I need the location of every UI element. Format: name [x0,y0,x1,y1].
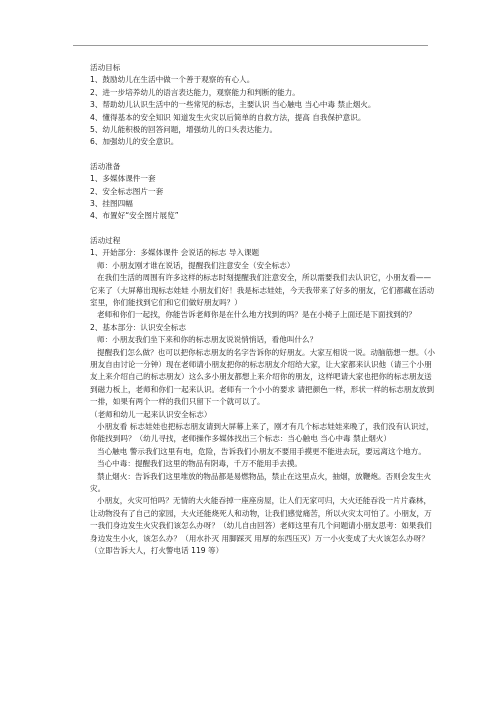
process-paragraph: 在我们生活的周围有许多这样的标志时刻提醒我们注意安全，所以需要我们去认识它，小朋友看——它来了（大屏幕出现标志娃娃 小朋友们好！我是标志娃娃，今天我带来了好多的朋友，它们都藏在活动室里，你们能找到它们和它们做好朋友吗？） [90,273,435,307]
goals-title: 活动目标 [90,63,121,72]
goal-item: 3、帮助幼儿认识生活中的一些常见的标志，主要认识 当心触电 当心中毒 禁止烟火。 [90,100,376,110]
process-paragraph: 师：小朋友我们坐下来和你的标志朋友说说悄悄话，看他叫什么？ [97,335,318,345]
process-paragraph: 师：小朋友刚才谁在说话，提醒我们注意安全（安全标志） [97,260,295,270]
prep-item: 2、安全标志图片一套 [90,186,164,196]
goal-item: 4、懂得基本的安全知识 知道发生火灾以后简单的自救方法，提高 自我保护意识。 [90,112,366,122]
process-step: 1、开始部分：多媒体课件 会说话的标志 导入课题 [90,248,260,258]
process-paragraph: 提醒我们怎么做？也可以把你标志朋友的名字告诉你的好朋友。大家互相说一说。动脑筋想一想。（小朋友自由讨论一分钟）现在老师请小朋友把你的标志朋友介绍给大家，让大家都来认识他（请三个小朋友上来介绍自己的标志朋友）这么多小朋友都想上来介绍你的朋友，这样吧请大家也把你的标志朋友送到磁力板上，老师和你们一起来认识。老师有一个小小的要求 请把颜色一样，形状一样的标志朋友放到一排，如果有两个一样的我们只留下一个就可以了。 [90,347,435,407]
process-paragraph: 当心中毒：提醒我们这里的物品有阴毒，千万不能用手去摸。 [97,459,303,469]
goal-item: 2、进一步培养幼儿的语言表达能力，观察能力和判断的能力。 [90,87,300,97]
prep-item: 4、布置好“安全图片展览” [90,211,179,221]
process-paragraph: 小朋友，火灾可怕吗？无情的大火能吞掉一座座房屋，让人们无家可归，大火还能吞没一片片森林，让动物没有了自己的家园，大火还能烧死人和动物，让我们感觉痛苦，所以火灾太可怕了。小朋友，万一我们身边发生火灾我们该怎么办呀？（幼儿自由回答）老师这里有几个问题请小朋友思考：如果我们身边发生小火，该怎么办？（用水扑灭 用脚踩灭 用厚的东西压灭）万一小火变成了大火该怎么办呀？（立即告诉大人，打火警电话 119 等） [90,496,432,556]
process-paragraph: （老师和幼儿一起来认识安全标志） [90,409,212,419]
prep-title: 活动准备 [90,161,121,171]
document-body [90,62,435,557]
section-gap [90,149,435,161]
process-step: 2、基本部分：认识安全标志 [90,322,186,332]
process-paragraph: 老师和你们一起找，你能告诉老师你是在什么地方找到的吗？是在小椅子上面还是下面找到的？ [97,310,416,320]
goal-item: 6、加强幼儿的安全意识。 [90,137,179,147]
process-title: 活动过程 [90,235,121,245]
process-paragraph: 当心触电 警示我们这里有电，危险，告诉我们小朋友不要用手摸更不能进去玩，要远离这个地方。 [97,446,426,456]
process-paragraph: 小朋友看 标志娃娃也把标志朋友请到大屏幕上来了，刚才有几个标志娃娃来晚了，我们没有认识过，你能找到吗？（幼儿寻找，老师操作多媒体找出三个标志：当心触电 当心中毒 禁止烟火） [90,421,434,444]
goal-item: 1、鼓励幼儿在生活中做一个善于观察的有心人。 [90,75,255,85]
section-gap [90,223,435,235]
process-paragraph: 禁止烟火：告诉我们这里堆放的物品都是易燃物品，禁止在这里点火，抽烟，放鞭炮。否则会发生火灾。 [90,471,432,493]
prep-item: 3、挂图四幅 [90,199,133,209]
header-rule [73,45,428,46]
goal-item: 5、幼儿能积极的回答问题，增强幼儿的口头表达能力。 [90,125,278,135]
prep-item: 1、多媒体课件一套 [90,174,156,184]
